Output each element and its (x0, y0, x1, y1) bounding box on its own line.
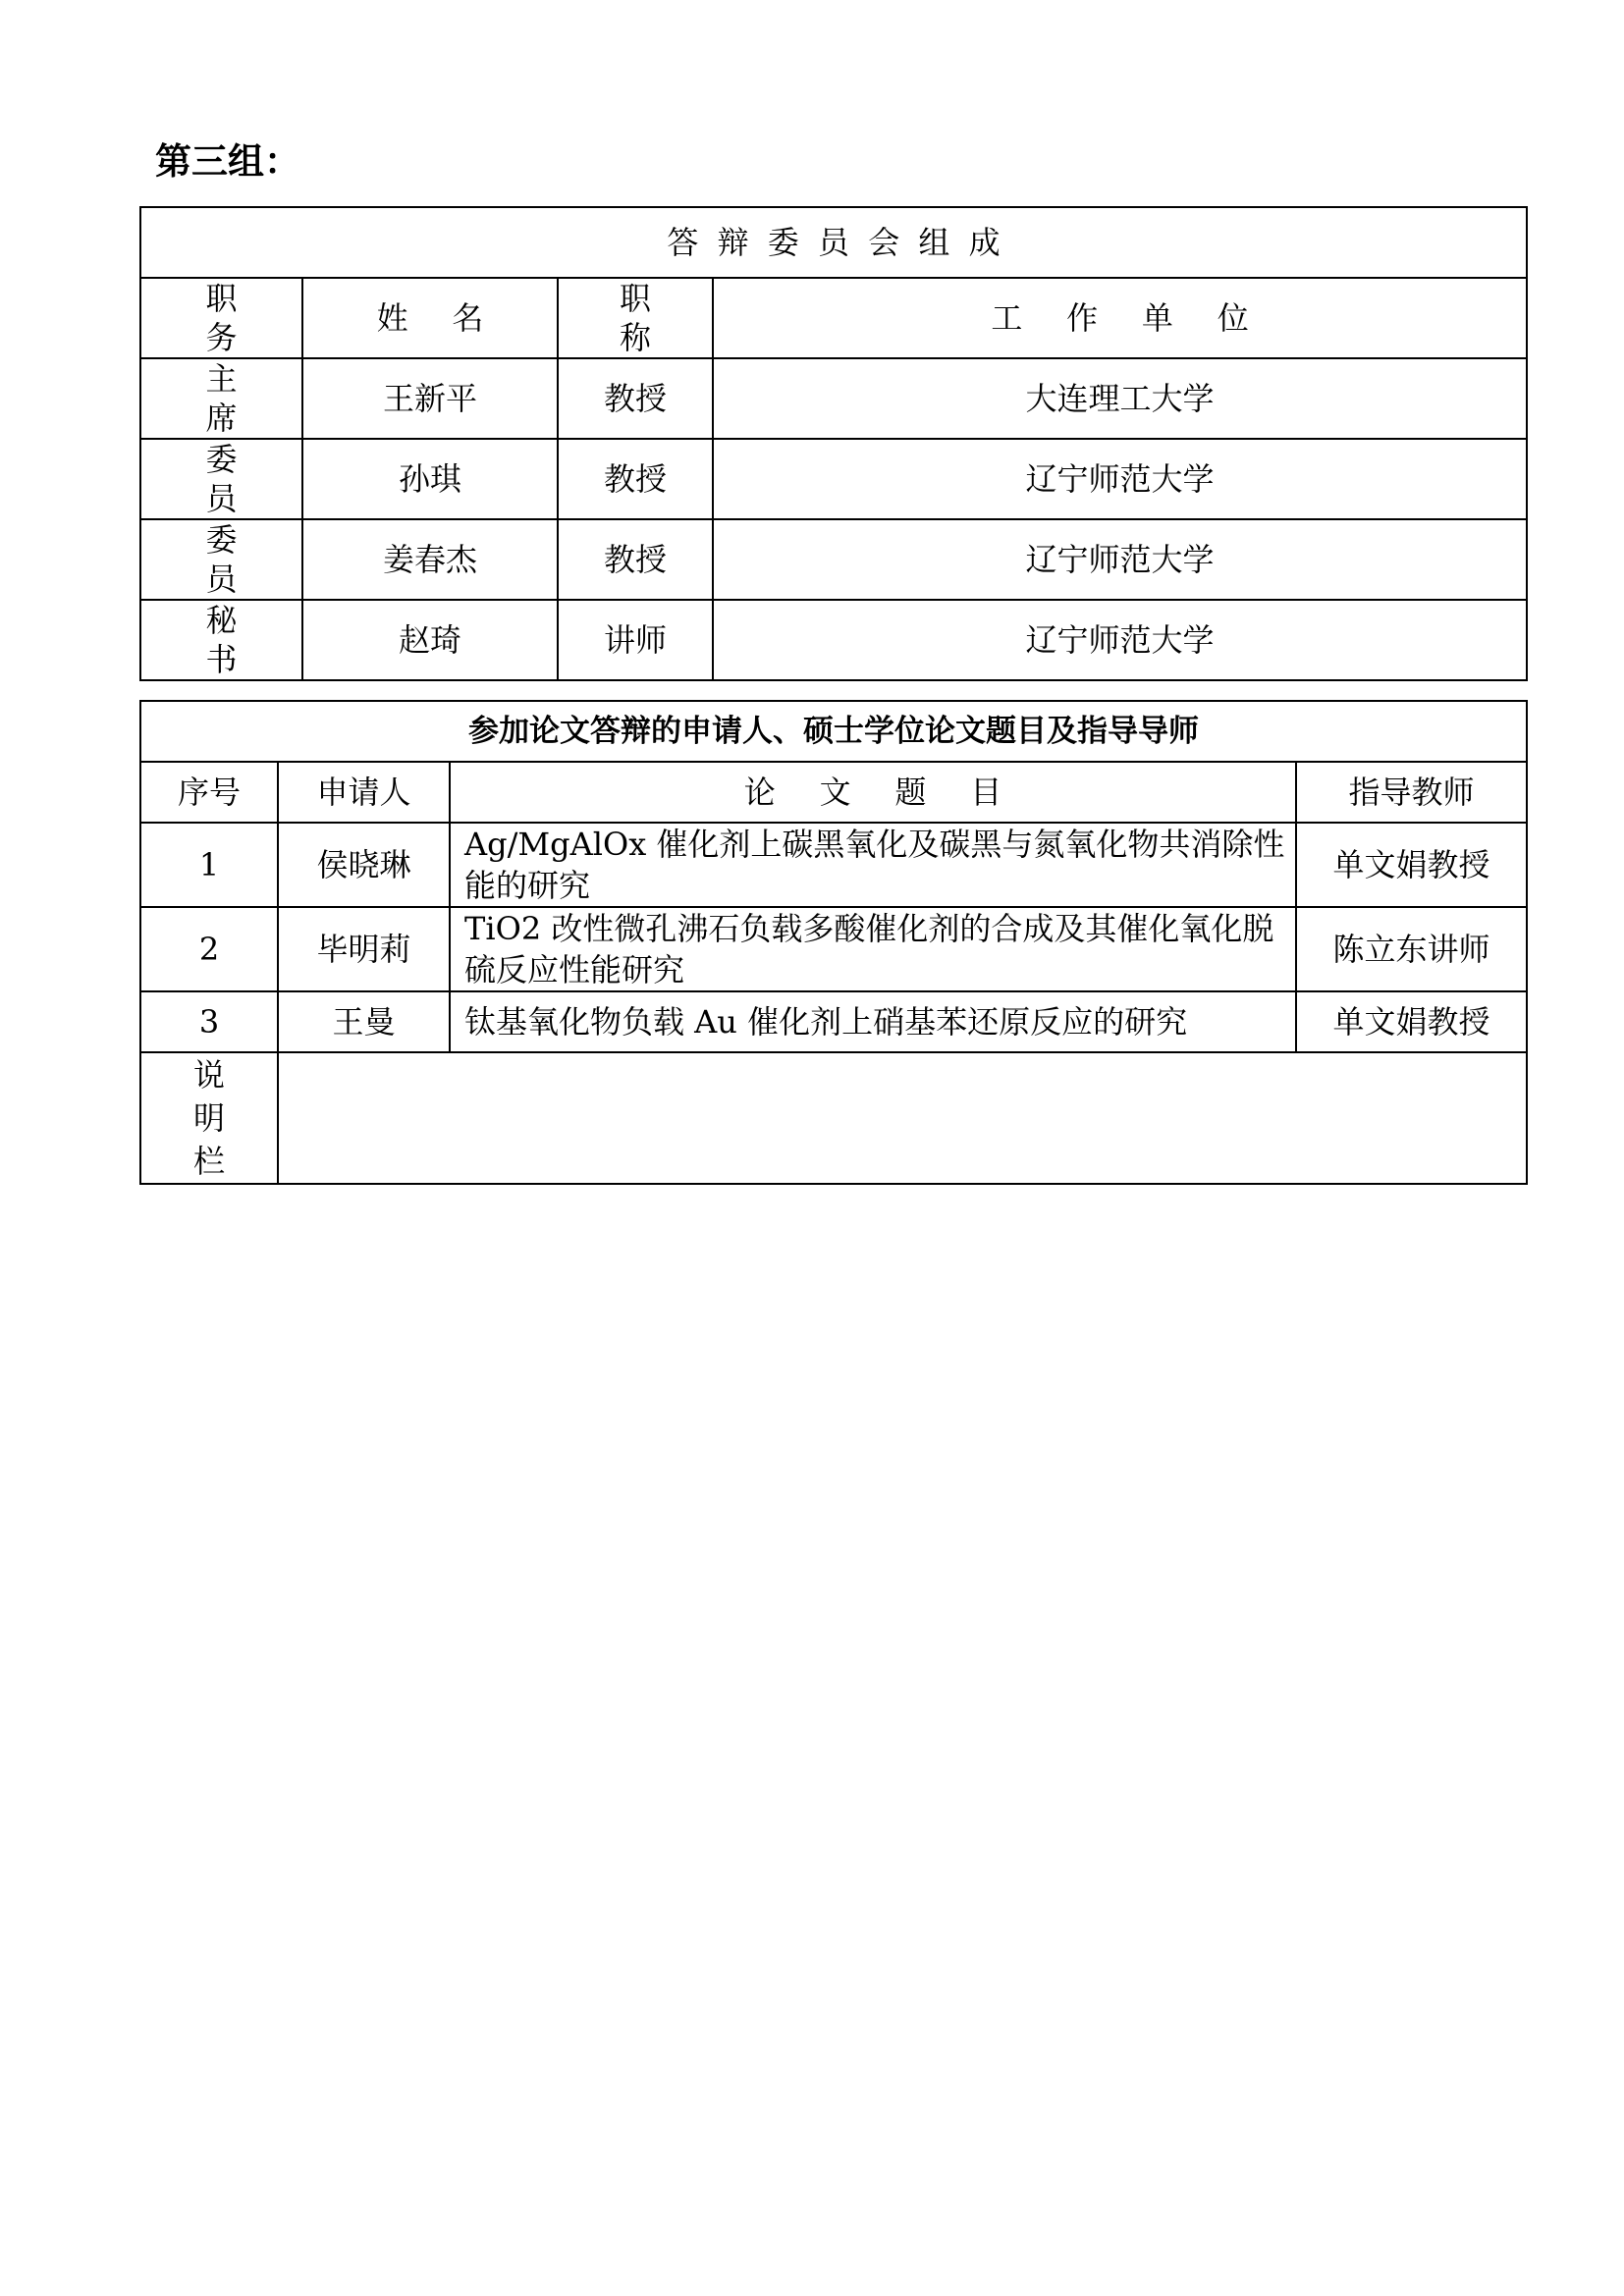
header-advisor: 指导教师 (1296, 762, 1527, 823)
thesis-advisor: 陈立东讲师 (1296, 907, 1527, 991)
member-name: 赵琦 (302, 600, 558, 680)
group-title: 第三组： (155, 140, 300, 183)
member-name: 姜春杰 (302, 519, 558, 600)
header-rank: 职称 (558, 278, 713, 358)
member-unit: 大连理工大学 (713, 358, 1527, 439)
thesis-applicant: 毕明莉 (278, 907, 450, 991)
member-unit: 辽宁师范大学 (713, 439, 1527, 519)
header-applicant: 申请人 (278, 762, 450, 823)
table-row (140, 439, 1527, 519)
thesis-no: 3 (140, 991, 278, 1052)
member-rank: 教授 (558, 439, 713, 519)
member-name: 孙琪 (302, 439, 558, 519)
header-role: 职务 (140, 278, 302, 358)
member-unit: 辽宁师范大学 (713, 600, 1527, 680)
table-row (140, 991, 1527, 1052)
thesis-no: 1 (140, 823, 278, 907)
member-rank: 教授 (558, 519, 713, 600)
table-row (140, 907, 1527, 991)
member-role: 委员 (140, 519, 302, 600)
thesis-applicant: 王曼 (278, 991, 450, 1052)
member-name: 王新平 (302, 358, 558, 439)
notes-label (140, 1052, 278, 1184)
committee-title: 答辩委员会组成 (140, 207, 1527, 278)
header-name: 姓名 (302, 278, 558, 358)
thesis-no: 2 (140, 907, 278, 991)
committee-table (139, 206, 1528, 681)
table-row (140, 600, 1527, 680)
thesis-advisor: 单文娟教授 (1296, 991, 1527, 1052)
thesis-topic: TiO2 改性微孔沸石负载多酸催化剂的合成及其催化氧化脱硫反应性能研究 (450, 907, 1296, 991)
table-row (140, 519, 1527, 600)
notes-value (278, 1052, 1527, 1184)
theses-title: 参加论文答辩的申请人、硕士学位论文题目及指导导师 (140, 701, 1527, 762)
header-unit: 工作单位 (713, 278, 1527, 358)
theses-header-row (140, 762, 1527, 823)
theses-table (139, 700, 1528, 1185)
notes-label-text: 说明栏 (193, 1056, 226, 1180)
table-row (140, 823, 1527, 907)
member-role: 秘书 (140, 600, 302, 680)
thesis-applicant: 侯晓琳 (278, 823, 450, 907)
thesis-topic: 钛基氧化物负载 Au 催化剂上硝基苯还原反应的研究 (450, 991, 1296, 1052)
member-rank: 讲师 (558, 600, 713, 680)
thesis-advisor: 单文娟教授 (1296, 823, 1527, 907)
thesis-topic: Ag/MgAlOx 催化剂上碳黑氧化及碳黑与氮氧化物共消除性能的研究 (450, 823, 1296, 907)
header-no: 序号 (140, 762, 278, 823)
member-role: 委员 (140, 439, 302, 519)
notes-row (140, 1052, 1527, 1184)
member-role: 主席 (140, 358, 302, 439)
header-topic: 论文题目 (450, 762, 1296, 823)
member-unit: 辽宁师范大学 (713, 519, 1527, 600)
member-rank: 教授 (558, 358, 713, 439)
committee-header-row (140, 278, 1527, 358)
table-row (140, 358, 1527, 439)
